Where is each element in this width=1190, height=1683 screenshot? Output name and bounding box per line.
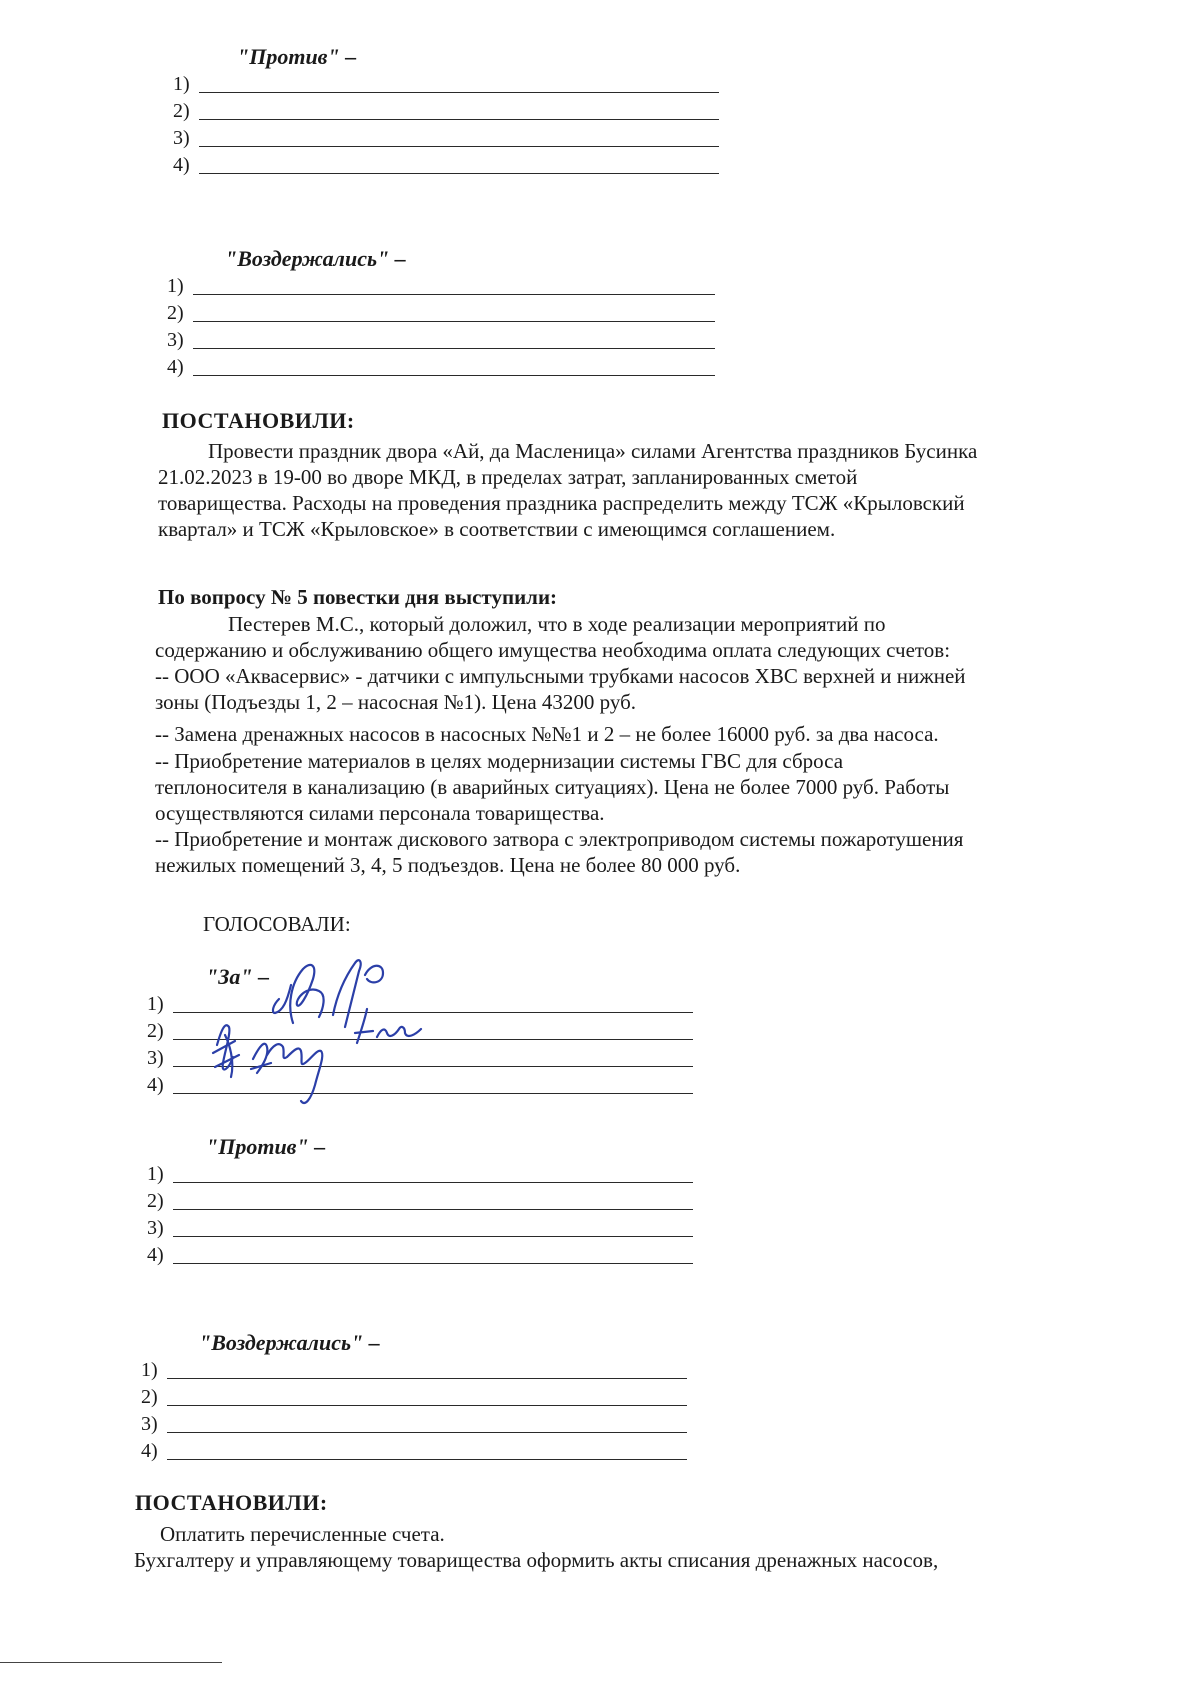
line-number: 4) <box>147 1074 164 1096</box>
abstain-q5-line-2 <box>141 1381 687 1408</box>
blank-rule <box>167 1414 687 1433</box>
line-number: 1) <box>167 275 184 297</box>
resolution-1-title: ПОСТАНОВИЛИ: <box>162 408 355 433</box>
question-5-line-2: содержанию и обслуживанию общего имущества необходима оплата следующих счетов: <box>155 638 951 662</box>
line-number: 1) <box>147 993 164 1015</box>
line-number: 4) <box>147 1244 164 1266</box>
abstain-heading-top: "Воздержались" – <box>225 246 406 271</box>
line-number: 3) <box>141 1413 158 1435</box>
abstain-line-4 <box>167 351 715 378</box>
blank-rule <box>173 1191 693 1210</box>
against-line-4 <box>173 149 719 176</box>
question-5-line-5: -- Замена дренажных насосов в насосных №№1 и 2 – не более 16000 руб. за два насоса. <box>155 722 939 746</box>
handwritten-signatures <box>195 935 495 1120</box>
abstain-line-3 <box>167 324 715 351</box>
for-heading: "За" – <box>206 964 270 989</box>
resolution-1-line-4: квартал» и ТСЖ «Крыловское» в соответствии с имеющимся соглашением. <box>158 517 836 541</box>
blank-rule <box>193 357 715 376</box>
voting-title: ГОЛОСОВАЛИ: <box>203 912 351 936</box>
against-q5-line-4 <box>147 1239 693 1266</box>
against-heading-q5: "Против" – <box>206 1134 326 1159</box>
blank-rule <box>199 101 719 120</box>
line-number: 2) <box>167 302 184 324</box>
resolution-2-title: ПОСТАНОВИЛИ: <box>135 1490 328 1515</box>
blank-rule <box>193 330 715 349</box>
blank-rule <box>173 1245 693 1264</box>
line-number: 1) <box>147 1163 164 1185</box>
resolution-2-line-1: Оплатить перечисленные счета. <box>160 1522 445 1546</box>
abstain-line-2 <box>167 297 715 324</box>
resolution-1-line-1: Провести праздник двора «Ай, да Масленица» силами Агентства праздников Бусинка <box>208 439 978 463</box>
line-number: 2) <box>141 1386 158 1408</box>
line-number: 1) <box>141 1359 158 1381</box>
question-5-line-1: Пестерев М.С., который доложил, что в ходе реализации мероприятий по <box>228 612 886 636</box>
line-number: 2) <box>147 1020 164 1042</box>
question-5-line-3: -- ООО «Аквасервис» - датчики с импульсными трубками насосов ХВС верхней и нижней <box>155 664 966 688</box>
blank-rule <box>167 1441 687 1460</box>
question-5-title: По вопросу № 5 повестки дня выступили: <box>158 585 558 609</box>
line-number: 3) <box>147 1217 164 1239</box>
line-number: 3) <box>167 329 184 351</box>
against-line-2 <box>173 95 719 122</box>
line-number: 4) <box>173 154 190 176</box>
resolution-1-line-3: товарищества. Расходы на проведения праздника распределить между ТСЖ «Крыловский <box>158 491 965 515</box>
resolution-1-line-2: 21.02.2023 в 19-00 во дворе МКД, в пределах затрат, запланированных сметой <box>158 465 858 489</box>
blank-rule <box>173 1218 693 1237</box>
line-number: 3) <box>147 1047 164 1069</box>
against-q5-line-1 <box>147 1158 693 1185</box>
question-5-line-9: -- Приобретение и монтаж дискового затвора с электроприводом системы пожаротушения <box>155 827 964 851</box>
question-5-line-6: -- Приобретение материалов в целях модернизации системы ГВС для сброса <box>155 749 844 773</box>
blank-rule <box>199 155 719 174</box>
question-5-line-8: осуществляются силами персонала товарищества. <box>155 801 605 825</box>
line-number: 1) <box>173 73 190 95</box>
line-number: 4) <box>141 1440 158 1462</box>
blank-rule <box>193 303 715 322</box>
blank-rule <box>167 1360 687 1379</box>
against-q5-line-2 <box>147 1185 693 1212</box>
question-5-line-7: теплоносителя в канализацию (в аварийных ситуациях). Цена не более 7000 руб. Работы <box>155 775 950 799</box>
abstain-heading-q5: "Воздержались" – <box>199 1330 380 1355</box>
abstain-q5-line-1 <box>141 1354 687 1381</box>
footer-divider <box>0 1662 222 1663</box>
blank-rule <box>199 74 719 93</box>
abstain-line-1 <box>167 270 715 297</box>
blank-rule <box>199 128 719 147</box>
line-number: 2) <box>173 100 190 122</box>
question-5-line-10: нежилых помещений 3, 4, 5 подъездов. Цена не более 80 000 руб. <box>155 853 741 877</box>
resolution-2-line-2: Бухгалтеру и управляющему товарищества оформить акты списания дренажных насосов, <box>134 1548 939 1572</box>
against-line-1 <box>173 68 719 95</box>
question-5-line-4: зоны (Подъезды 1, 2 – насосная №1). Цена 43200 руб. <box>155 690 637 714</box>
line-number: 2) <box>147 1190 164 1212</box>
line-number: 3) <box>173 127 190 149</box>
abstain-q5-line-4 <box>141 1435 687 1462</box>
blank-rule <box>193 276 715 295</box>
abstain-q5-line-3 <box>141 1408 687 1435</box>
against-q5-line-3 <box>147 1212 693 1239</box>
blank-rule <box>173 1164 693 1183</box>
against-heading-top: "Против" – <box>237 44 357 69</box>
against-line-3 <box>173 122 719 149</box>
blank-rule <box>167 1387 687 1406</box>
line-number: 4) <box>167 356 184 378</box>
